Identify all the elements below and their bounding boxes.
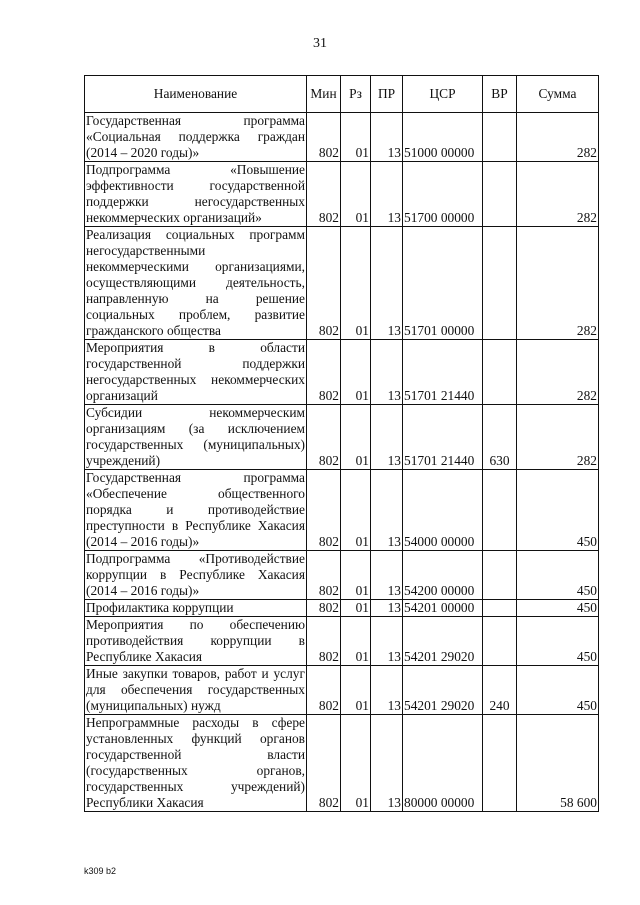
cell-name: Иные закупки товаров, работ и услуг для обеспечения государственных (муниципальных) нужд xyxy=(86,666,305,713)
cell-csr: 80000 00000 xyxy=(403,715,483,812)
table-body xyxy=(85,113,599,812)
cell-min: 802 xyxy=(307,551,341,600)
table-row xyxy=(85,227,599,340)
cell-vr xyxy=(483,470,517,551)
cell-sum: 450 xyxy=(517,600,599,617)
cell-pr: 13 xyxy=(371,340,403,405)
cell-name: Реализация социальных программ негосударственными некоммерческими организациями, осуществляющими деятельность, направленную на решение социальных проблем, развитие гражданского общества xyxy=(86,227,305,338)
table-row xyxy=(85,470,599,551)
cell-name: Мероприятия в области государственной поддержки негосударственных некоммерческих организаций xyxy=(86,340,305,403)
cell-rz: 01 xyxy=(341,113,371,162)
cell-sum: 282 xyxy=(517,162,599,227)
cell-rz: 01 xyxy=(341,227,371,340)
table-row xyxy=(85,162,599,227)
cell-csr: 54201 29020 xyxy=(403,666,483,715)
budget-table xyxy=(84,75,599,812)
table-row xyxy=(85,405,599,470)
cell-min: 802 xyxy=(307,405,341,470)
cell-name: Государственная программа «Обеспечение общественного порядка и противодействие преступности в Республике Хакасия (2014 – 2016 годы)» xyxy=(86,470,305,549)
cell-min: 802 xyxy=(307,666,341,715)
cell-csr: 51701 00000 xyxy=(403,227,483,340)
cell-vr xyxy=(483,113,517,162)
cell-name: Подпрограмма «Повышение эффективности государственной поддержки негосударственных некоммерческих организаций» xyxy=(86,162,305,225)
cell-sum: 58 600 xyxy=(517,715,599,812)
cell-rz: 01 xyxy=(341,666,371,715)
cell-min: 802 xyxy=(307,470,341,551)
cell-sum: 450 xyxy=(517,551,599,600)
cell-rz: 01 xyxy=(341,551,371,600)
cell-sum: 282 xyxy=(517,227,599,340)
cell-vr xyxy=(483,715,517,812)
cell-min: 802 xyxy=(307,715,341,812)
footer-code: k309 b2 xyxy=(84,866,117,876)
header-name: Наименование xyxy=(85,76,307,113)
cell-csr: 54201 00000 xyxy=(403,600,483,617)
cell-vr xyxy=(483,600,517,617)
cell-name: Непрограммные расходы в сфере установленных функций органов государственной власти (государственных органов, государственных учреждений) Республики Хакасия xyxy=(86,715,305,810)
cell-pr: 13 xyxy=(371,600,403,617)
cell-rz: 01 xyxy=(341,405,371,470)
cell-pr: 13 xyxy=(371,617,403,666)
cell-sum: 450 xyxy=(517,617,599,666)
cell-vr xyxy=(483,617,517,666)
cell-min: 802 xyxy=(307,617,341,666)
cell-rz: 01 xyxy=(341,617,371,666)
cell-csr: 54200 00000 xyxy=(403,551,483,600)
header-pr: ПР xyxy=(371,76,403,113)
cell-vr xyxy=(483,227,517,340)
cell-name: Профилактика коррупции xyxy=(85,600,307,617)
cell-min: 802 xyxy=(307,113,341,162)
table-row xyxy=(85,617,599,666)
cell-csr: 54000 00000 xyxy=(403,470,483,551)
table-row xyxy=(85,340,599,405)
cell-sum: 450 xyxy=(517,666,599,715)
cell-pr: 13 xyxy=(371,715,403,812)
cell-name: Подпрограмма «Противодействие коррупции в Республике Хакасия (2014 – 2016 годы)» xyxy=(86,551,305,598)
cell-pr: 13 xyxy=(371,470,403,551)
cell-min: 802 xyxy=(307,162,341,227)
cell-csr: 54201 29020 xyxy=(403,617,483,666)
header-sum: Сумма xyxy=(517,76,599,113)
table-row xyxy=(85,715,599,812)
cell-sum: 450 xyxy=(517,470,599,551)
cell-min: 802 xyxy=(307,600,341,617)
cell-csr: 51700 00000 xyxy=(403,162,483,227)
cell-rz: 01 xyxy=(341,340,371,405)
cell-sum: 282 xyxy=(517,113,599,162)
cell-pr: 13 xyxy=(371,162,403,227)
cell-vr xyxy=(483,340,517,405)
table-row xyxy=(85,600,599,617)
cell-vr: 240 xyxy=(483,666,517,715)
cell-rz: 01 xyxy=(341,715,371,812)
table-row xyxy=(85,666,599,715)
cell-min: 802 xyxy=(307,340,341,405)
cell-pr: 13 xyxy=(371,405,403,470)
cell-name: Мероприятия по обеспечению противодействия коррупции в Республике Хакасия xyxy=(86,617,305,664)
header-csr: ЦСР xyxy=(403,76,483,113)
cell-vr xyxy=(483,162,517,227)
cell-sum: 282 xyxy=(517,405,599,470)
header-rz: Рз xyxy=(341,76,371,113)
table-row xyxy=(85,551,599,600)
cell-vr xyxy=(483,551,517,600)
page-number: 31 xyxy=(313,36,327,51)
cell-csr: 51701 21440 xyxy=(403,340,483,405)
header-row xyxy=(85,76,599,113)
cell-csr: 51000 00000 xyxy=(403,113,483,162)
cell-pr: 13 xyxy=(371,113,403,162)
cell-rz: 01 xyxy=(341,470,371,551)
table-row xyxy=(85,113,599,162)
header-vr: ВР xyxy=(483,76,517,113)
cell-sum: 282 xyxy=(517,340,599,405)
cell-pr: 13 xyxy=(371,227,403,340)
header-min: Мин xyxy=(307,76,341,113)
cell-rz: 01 xyxy=(341,162,371,227)
cell-name: Государственная программа «Социальная поддержка граждан (2014 – 2020 годы)» xyxy=(86,113,305,160)
cell-pr: 13 xyxy=(371,666,403,715)
cell-vr: 630 xyxy=(483,405,517,470)
cell-rz: 01 xyxy=(341,600,371,617)
cell-min: 802 xyxy=(307,227,341,340)
cell-csr: 51701 21440 xyxy=(403,405,483,470)
cell-pr: 13 xyxy=(371,551,403,600)
cell-name: Субсидии некоммерческим организациям (за исключением государственных (муниципальных) учреждений) xyxy=(86,405,305,468)
